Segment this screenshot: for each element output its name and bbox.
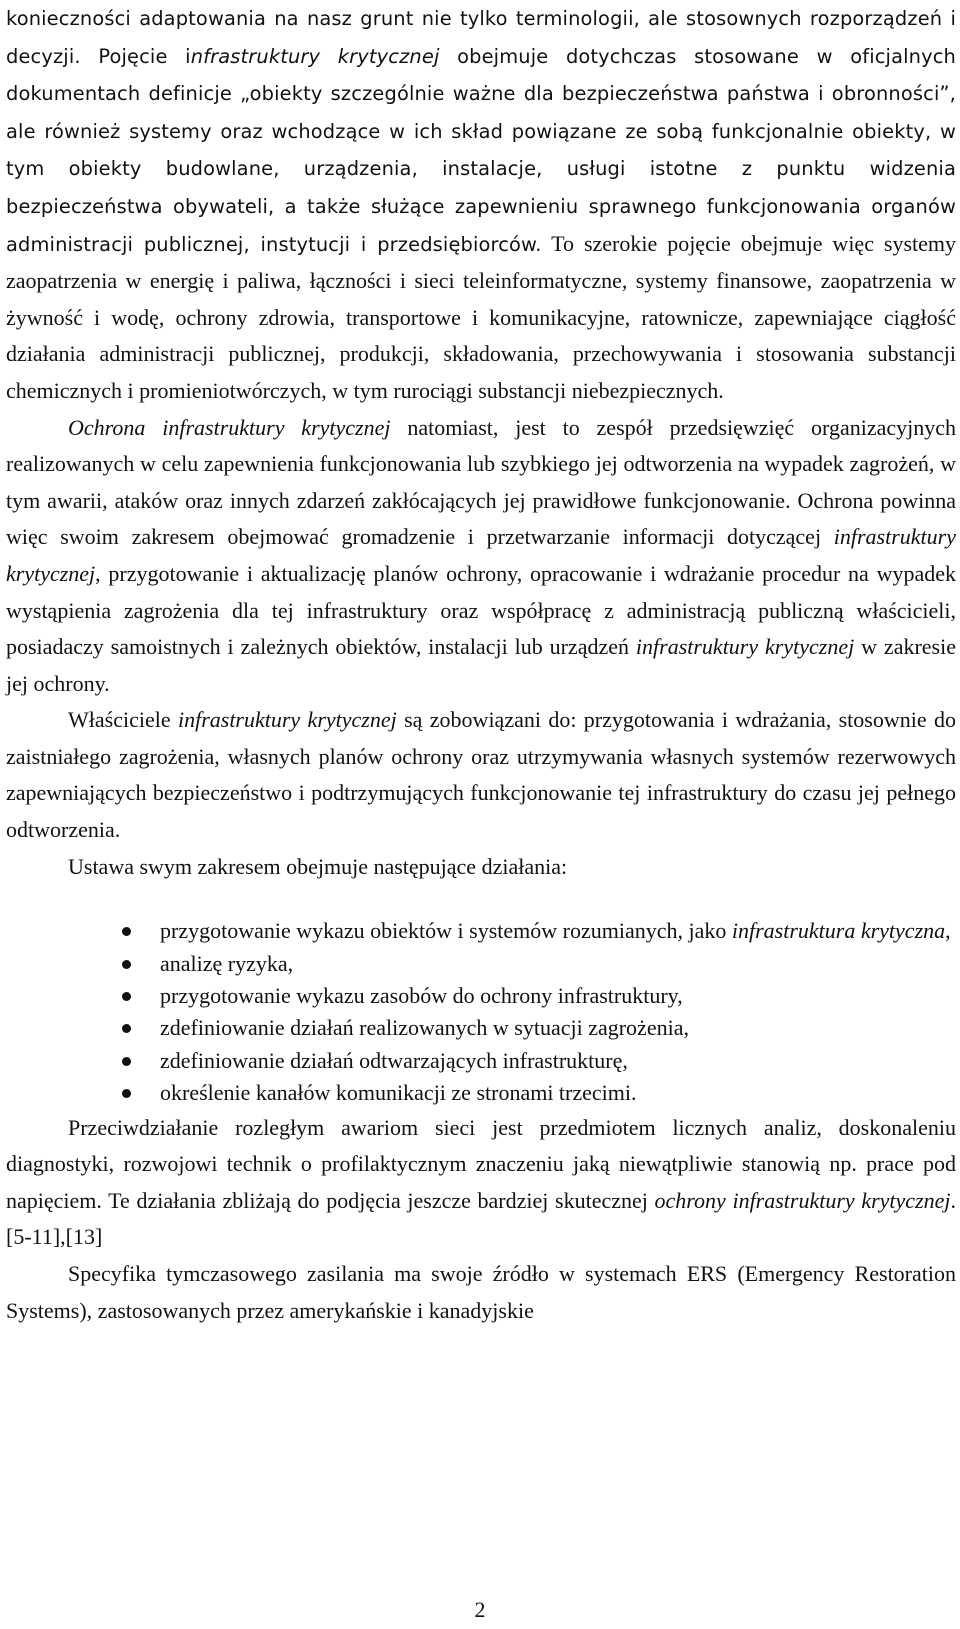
- bullet-icon: [122, 1057, 131, 1066]
- paragraph-text: To szerokie pojęcie obejmuje więc systemy zaopatrzenia w energię i paliwa, łączności i sieci teleinformatyczne, systemy finansowe, zaopatrzenia w żywność i wodę, ochrony zdrowia, transportowe i komunikacyjne, ratownicze, zapewniające ciągłość działania administracji publicznej, produkcji, składowania, przechowywania i stosowania substancji chemicznych i promieniotwórczych, w tym rurociągi substancji niebezpiecznych.: [6, 230, 956, 403]
- paragraph-text: Przeciwdziałanie rozległym awariom sieci jest przedmiotem licznych analiz, doskonaleniu diagnostyki, rozwojowi technik o profilaktycznym znaczeniu jaką niewątpliwie stanowią np. prace pod napięciem. Te działania zbliżają do podjęcia jeszcze bardziej skutecznej: [6, 1114, 956, 1213]
- bullet-icon: [122, 927, 131, 936]
- list-item-text: ,: [945, 918, 951, 944]
- list-item-text: zdefiniowanie działań odtwarzających infrastrukturę,: [160, 1047, 628, 1073]
- paragraph-text: obejmuje dotychczas stosowane w oficjalnych dokumentach definicje „obiekty szczególnie ważne dla bezpieczeństwa państwa i obronności”, ale również systemy oraz wchodzące w ich skład powiązane ze sobą funkcjonalnie obiekty, w tym obiekty budowlane, urządzenia, instalacje, usługi istotne z punktu widzenia bezpieczeństwa obywateli, a także służące zapewnieniu sprawnego funkcjonowania organów administracji publicznej, instytucji i przedsiębiorców.: [6, 44, 956, 256]
- list-item-text: zdefiniowanie działań realizowanych w sytuacji zagrożenia,: [160, 1015, 689, 1041]
- paragraph-infrastructure-definition: [6, 0, 956, 410]
- paragraph-text: . [5-11],[13]: [6, 1187, 957, 1250]
- list-item: [6, 980, 956, 1012]
- list-item: [6, 1077, 956, 1109]
- paragraph-protection-definition: [6, 410, 956, 703]
- list-item-text: analizę ryzyka,: [160, 950, 294, 976]
- bullet-icon: [122, 960, 131, 969]
- italic-term: infrastruktury krytycznej: [6, 524, 956, 586]
- list-item-text: przygotowanie wykazu zasobów do ochrony infrastruktury,: [160, 983, 683, 1009]
- list-item-text: określenie kanałów komunikacji ze stronami trzecimi.: [160, 1080, 637, 1106]
- list-item: [6, 948, 956, 980]
- italic-term: ochrony infrastruktury krytycznej: [654, 1187, 951, 1213]
- list-item: [6, 1045, 956, 1077]
- paragraph-text: Ustawa swym zakresem obejmuje następujące działania:: [68, 853, 568, 879]
- list-item: [6, 1012, 956, 1044]
- paragraph-act-scope: [6, 849, 956, 886]
- document-page: [6, 0, 956, 1329]
- list-item-text: przygotowanie wykazu obiektów i systemów rozumianych, jako: [160, 918, 732, 944]
- paragraph-text: są zobowiązani do: przygotowania i wdrażania, stosownie do zaistniałego zagrożenia, własnych planów ochrony oraz utrzymywania własnych systemów rezerwowych zapewniających bezpieczeństwo i podtrzymujących funkcjonowanie tej infrastruktury do czasu jej pełnego odtworzenia.: [6, 707, 956, 843]
- paragraph-text: w zakresie jej ochrony.: [6, 634, 956, 696]
- bullet-icon: [122, 1024, 131, 1033]
- paragraph-temporary-power: [6, 1256, 956, 1329]
- italic-term: infrastruktury krytycznej: [635, 634, 855, 660]
- paragraph-text: , przygotowanie i aktualizację planów ochrony, opracowanie i wdrażanie procedur na wypadek wystąpienia zagrożenia dla tej infrastruktury oraz współpracę z administracją publiczną właścicieli, posiadaczy samoistnych i zależnych obiektów, instalacji lub urządzeń: [6, 560, 956, 660]
- paragraph-text: konieczności adaptowania na nasz grunt nie tylko terminologii, ale stosownych rozporządzeń i decyzji. Pojęcie i: [6, 7, 956, 68]
- italic-term: Ochrona infrastruktury krytycznej: [68, 414, 391, 440]
- italic-term: infrastruktura krytyczna: [731, 918, 946, 944]
- paragraph-text: Specyfika tymczasowego zasilania ma swoje źródło w systemach ERS (Emergency Restoration Systems), zastosowanych przez amerykańskie i kanadyjskie: [6, 1261, 956, 1323]
- list-item: [6, 915, 956, 947]
- bullet-icon: [122, 992, 131, 1001]
- bullet-list-actions: [6, 915, 956, 1109]
- page-number: 2: [474, 1597, 486, 1622]
- paragraph-network-failures: [6, 1110, 956, 1256]
- paragraph-text: natomiast, jest to zespół przedsięwzięć organizacyjnych realizowanych w celu zapewnienia funkcjonowania lub szybkiego jej odtworzenia na wypadek zagrożeń, w tym awarii, ataków oraz innych zdarzeń zakłócających jej prawidłowe funkcjonowanie. Ochrona powinna więc swoim zakresem obejmować gromadzenie i przetwarzanie informacji dotyczącej: [6, 414, 956, 550]
- italic-term: infrastruktury krytycznej: [177, 707, 397, 733]
- italic-term: nfrastruktury krytycznej: [190, 44, 440, 68]
- bullet-icon: [122, 1089, 131, 1098]
- paragraph-text: Właściciele: [68, 707, 178, 733]
- paragraph-owners-obligations: [6, 702, 956, 848]
